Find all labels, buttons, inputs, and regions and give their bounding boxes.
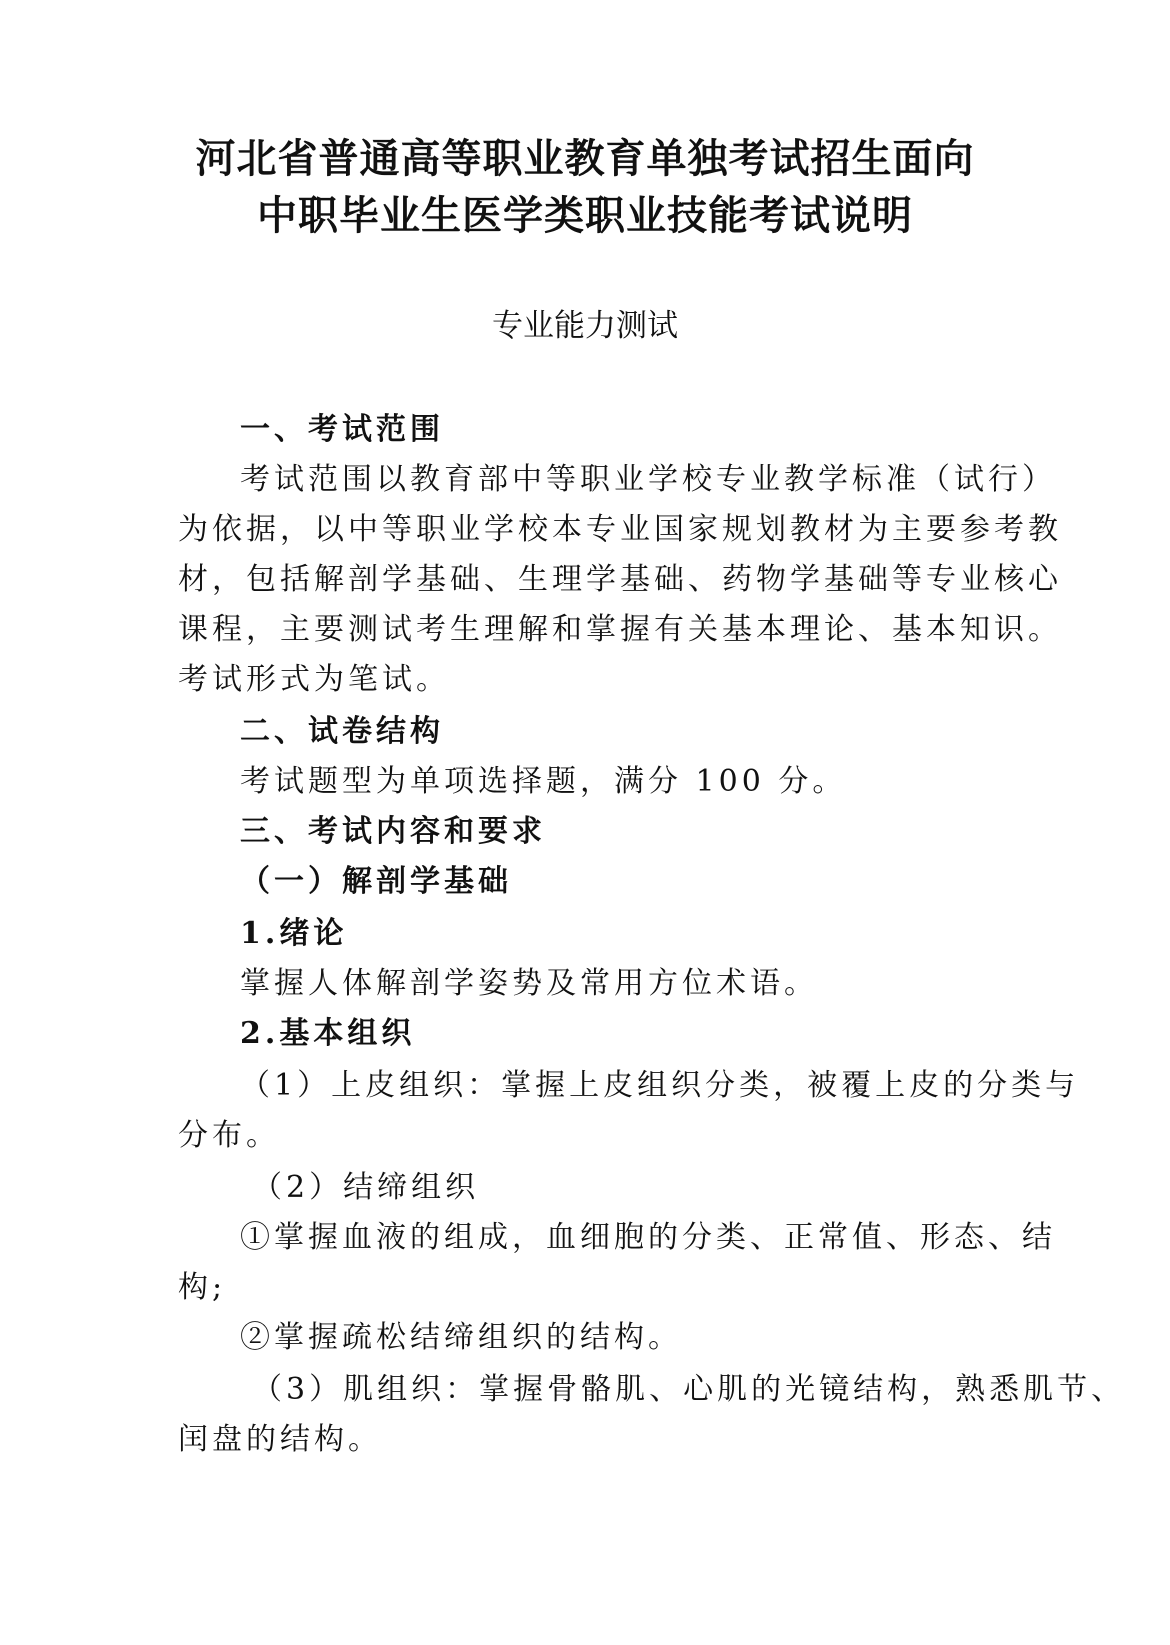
item-2-part-1-line-1: （1）上皮组织：掌握上皮组织分类，被覆上皮的分类与	[240, 1068, 1080, 1103]
section-1-heading: 一、考试范围	[240, 412, 444, 447]
section-2-para: 考试题型为单项选择题，满分 100 分。	[240, 764, 847, 799]
item-2-part-3-line-2: 闰盘的结构。	[178, 1422, 382, 1457]
document-title-line-2: 中职毕业生医学类职业技能考试说明	[257, 192, 913, 239]
section-2-heading: 二、试卷结构	[240, 714, 444, 749]
item-2-part-2-heading: （2）结缔组织	[252, 1170, 480, 1205]
item-2-part-2-a-line-2: 构;	[178, 1270, 227, 1305]
item-1-heading: 1.绪论	[240, 916, 348, 951]
item-1-text: 掌握人体解剖学姿势及常用方位术语。	[240, 966, 818, 1001]
section-1-para-line-3: 材，包括解剖学基础、生理学基础、药物学基础等专业核心	[178, 562, 1062, 597]
section-1-para-line-5: 考试形式为笔试。	[178, 662, 450, 697]
document-subtitle: 专业能力测试	[492, 308, 678, 344]
document-title-line-1: 河北省普通高等职业教育单独考试招生面向	[195, 135, 975, 182]
subsection-1-heading: （一）解剖学基础	[240, 864, 512, 899]
section-1-para-line-1: 考试范围以教育部中等职业学校专业教学标准（试行）	[240, 462, 1056, 497]
item-2-heading: 2.基本组织	[240, 1016, 416, 1051]
item-2-part-3-line-1: （3）肌组织：掌握骨骼肌、心肌的光镜结构，熟悉肌节、	[252, 1372, 1126, 1407]
item-2-part-1-line-2: 分布。	[178, 1118, 280, 1153]
item-2-part-2-b: ②掌握疏松结缔组织的结构。	[240, 1320, 682, 1355]
section-1-para-line-2: 为依据，以中等职业学校本专业国家规划教材为主要参考教	[178, 512, 1062, 547]
section-1-para-line-4: 课程，主要测试考生理解和掌握有关基本理论、基本知识。	[178, 612, 1062, 647]
item-2-part-2-a-line-1: ①掌握血液的组成，血细胞的分类、正常值、形态、结	[240, 1220, 1056, 1255]
section-3-heading: 三、考试内容和要求	[240, 814, 546, 849]
